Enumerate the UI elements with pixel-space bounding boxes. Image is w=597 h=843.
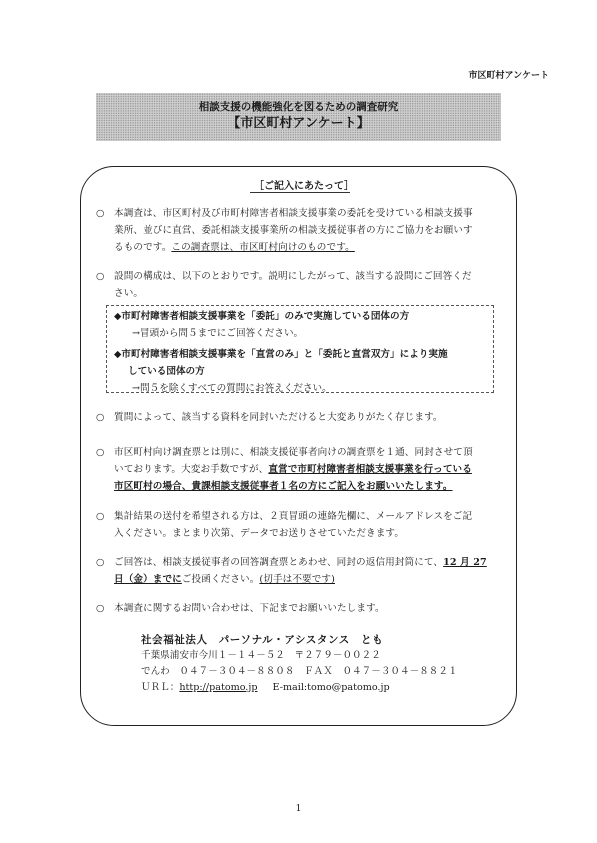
heading-underline bbox=[250, 192, 350, 193]
title-line-2: 【市区町村アンケート】 bbox=[227, 116, 370, 131]
notice-item-7 bbox=[96, 600, 500, 617]
guide-bullet-2-text-cont: している団体の方 bbox=[128, 366, 205, 377]
guide-bullet-2-instruction: →問５を除くすべての質問にお答えください。 bbox=[132, 383, 332, 394]
contact-phone-fax: でんわ ０４７－３０４－８８０８ ＦＡＸ ０４７－３０４－８８２１ bbox=[141, 666, 458, 677]
contact-organization: 社会福祉法人 パーソナル・アシスタンス とも bbox=[141, 634, 384, 646]
notice-item-1 bbox=[96, 205, 500, 256]
guide-bullet-1-instruction: →冒頭から問５までにご回答ください。 bbox=[132, 328, 304, 339]
contact-email[interactable]: E-mail:tomo@patomo.jp bbox=[272, 682, 390, 693]
guide-bullet-1 bbox=[114, 308, 484, 342]
item-6-deadline: 12 月 27 bbox=[443, 557, 487, 568]
document-type-label: 市区町村アンケート bbox=[468, 71, 549, 81]
circle-bullet-icon: ○ bbox=[96, 271, 105, 282]
guide-bullet-2 bbox=[114, 346, 484, 397]
circle-bullet-icon: ○ bbox=[96, 447, 105, 458]
item-7-line-1: 本調査に関するお問い合わせは、下記までお願いいたします。 bbox=[114, 603, 385, 614]
page-number: 1 bbox=[295, 804, 302, 814]
contact-block bbox=[141, 632, 458, 696]
circle-bullet-icon: ○ bbox=[96, 603, 105, 614]
title-banner bbox=[96, 93, 501, 141]
item-6-deadline-cont: 日（金）までに bbox=[114, 574, 182, 585]
notice-item-2 bbox=[96, 268, 500, 302]
title-line-1: 相談支援の機能強化を図るための調査研究 bbox=[198, 101, 399, 113]
guide-bullet-1-text: ◆市町村障害者相談支援事業を「委託」のみで実施している団体の方 bbox=[114, 311, 410, 322]
item-3-line-1: 質問によって、該当する資料を同封いただけると大変ありがたく存じます。 bbox=[114, 412, 443, 423]
item-2-line-1: 設問の構成は、以下のとおりです。説明にしたがって、該当する設問にご回答くだ bbox=[114, 271, 472, 282]
notice-item-5 bbox=[96, 508, 500, 542]
notice-item-6 bbox=[96, 554, 500, 588]
notice-heading: ［ご記入にあたって］ bbox=[254, 181, 354, 192]
item-6-postage-note: (切手は不要です) bbox=[259, 574, 335, 585]
notice-item-3 bbox=[96, 409, 500, 426]
circle-bullet-icon: ○ bbox=[96, 557, 105, 568]
circle-bullet-icon: ○ bbox=[96, 511, 105, 522]
item-4-emphasis-cont: 市区町村の場合、貴課相談支援従事者１名の方にご記入をお願いいたします。 bbox=[114, 481, 453, 492]
item-4-emphasis: 直営で市町村障害者相談支援事業を行っている bbox=[268, 464, 472, 475]
item-4-line-1: 市区町村向け調査票とは別に、相談支援従事者向けの調査票を１通、同封させて頂 bbox=[114, 447, 473, 458]
item-1-target-note: この調査票は、市区町村向けのものです。 bbox=[171, 242, 355, 253]
notice-item-4 bbox=[96, 444, 500, 495]
contact-url-label: ＵＲＬ： bbox=[141, 682, 180, 693]
item-1-line-1: 本調査は、市区町村及び市町村障害者相談支援事業の委託を受けている相談支援事 bbox=[114, 208, 473, 219]
contact-address: 千葉県浦安市今川１－１４－５２ 〒２７９－００２２ bbox=[141, 650, 381, 661]
item-1-line-3: るものです。 bbox=[114, 242, 172, 253]
item-6-line-1: ご回答は、相談支援従事者の回答調査票とあわせ、同封の返信用封筒にて、 bbox=[114, 557, 444, 568]
item-5-line-1: 集計結果の送付を希望される方は、２頁冒頭の連絡先欄に、メールアドレスをご記 bbox=[114, 511, 473, 522]
item-1-line-2: 業所、並びに直営、委託相談支援事業所の相談支援従事者の方にご協力をお願いす bbox=[114, 225, 473, 236]
contact-url-link[interactable]: http://patomo.jp bbox=[179, 682, 258, 693]
guide-bullet-2-text: ◆市町村障害者相談支援事業を「直営のみ」と「委託と直営双方」により実施 bbox=[114, 349, 448, 360]
item-6-line-2: ご投函ください。 bbox=[181, 574, 260, 585]
item-5-line-2: 入ください。まとまり次第、データでお送りさせていただきます。 bbox=[114, 528, 405, 539]
circle-bullet-icon: ○ bbox=[96, 412, 105, 423]
item-4-line-2: いております。大変お手数ですが、 bbox=[114, 464, 269, 475]
circle-bullet-icon: ○ bbox=[96, 208, 105, 219]
item-2-line-2: さい。 bbox=[114, 288, 144, 299]
